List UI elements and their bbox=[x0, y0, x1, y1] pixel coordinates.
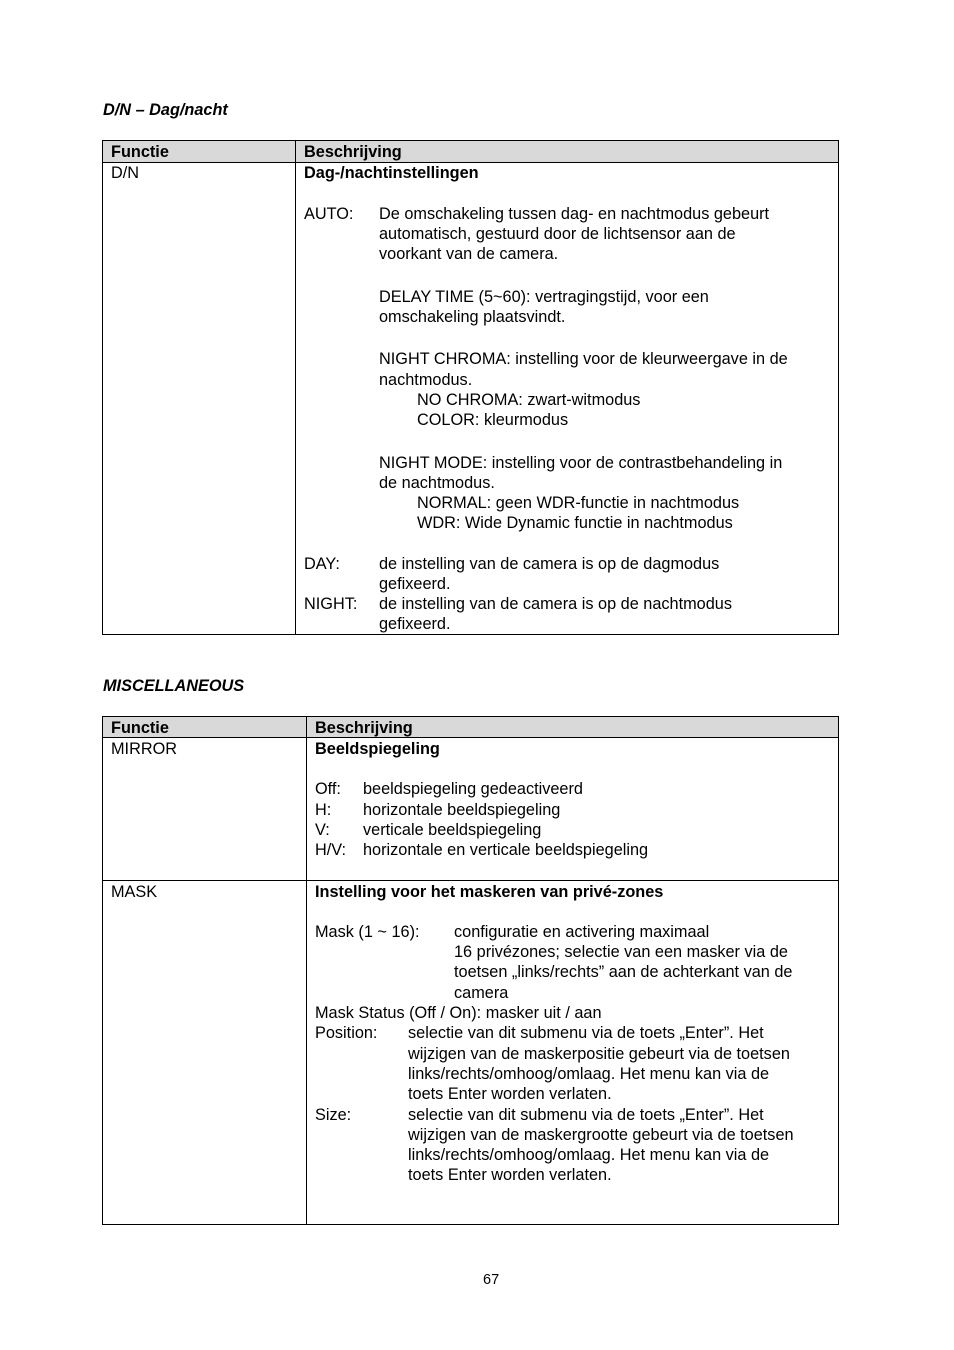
column-header-function: Functie bbox=[111, 719, 169, 737]
mask-text-line: configuratie en activering maximaal bbox=[454, 923, 710, 941]
auto-label: AUTO: bbox=[304, 205, 354, 223]
mirror-option-key: H: bbox=[315, 801, 332, 819]
mirror-option-value: beeldspiegeling gedeactiveerd bbox=[363, 780, 583, 798]
mode-option: NORMAL: geen WDR-functie in nachtmodus bbox=[417, 494, 740, 512]
night-text-line: de instelling van de camera is op de nachtmodus bbox=[379, 595, 732, 613]
table-border bbox=[838, 140, 839, 635]
mirror-option-value: horizontale beeldspiegeling bbox=[363, 801, 561, 819]
mirror-option-key: H/V: bbox=[315, 841, 347, 859]
size-text-line: links/rechts/omhoog/omlaag. Het menu kan via de bbox=[408, 1146, 770, 1164]
position-text-line: links/rechts/omhoog/omlaag. Het menu kan via de bbox=[408, 1065, 770, 1083]
table-border bbox=[102, 1224, 839, 1225]
function-cell-mask: MASK bbox=[111, 883, 158, 901]
table-border bbox=[102, 737, 839, 738]
size-text-line: toets Enter worden verlaten. bbox=[408, 1166, 612, 1184]
night-text-line: gefixeerd. bbox=[379, 615, 451, 633]
mask-text-line: 16 privézones; selectie van een masker via de bbox=[454, 943, 788, 961]
mask-title: Instelling voor het maskeren van privé-zones bbox=[315, 883, 664, 901]
chroma-option: NO CHROMA: zwart-witmodus bbox=[417, 391, 641, 409]
size-text-line: wijzigen van de maskergrootte gebeurt via de toetsen bbox=[408, 1126, 794, 1144]
mask-text-line: camera bbox=[454, 984, 509, 1002]
function-cell-dn: D/N bbox=[111, 164, 140, 182]
auto-text-line: voorkant van de camera. bbox=[379, 245, 559, 263]
table-border bbox=[102, 716, 103, 1225]
table-border bbox=[102, 880, 839, 881]
position-label: Position: bbox=[315, 1024, 378, 1042]
position-text-line: toets Enter worden verlaten. bbox=[408, 1085, 612, 1103]
table-border bbox=[102, 140, 839, 141]
description-title: Dag-/nachtinstellingen bbox=[304, 164, 479, 182]
function-cell-mirror: MIRROR bbox=[111, 740, 178, 758]
mode-text-line: de nachtmodus. bbox=[379, 474, 495, 492]
chroma-option: COLOR: kleurmodus bbox=[417, 411, 569, 429]
size-text-line: selectie van dit submenu via de toets „Enter”. Het bbox=[408, 1106, 764, 1124]
table-border bbox=[838, 716, 839, 1225]
mask-status-line: Mask Status (Off / On): masker uit / aan bbox=[315, 1004, 602, 1022]
mirror-option-key: Off: bbox=[315, 780, 341, 798]
delay-text-line: omschakeling plaatsvindt. bbox=[379, 308, 566, 326]
misc-table-header-bg bbox=[103, 717, 838, 737]
night-label: NIGHT: bbox=[304, 595, 358, 613]
page-number: 67 bbox=[483, 1272, 500, 1288]
size-label: Size: bbox=[315, 1106, 352, 1124]
mirror-option-value: verticale beeldspiegeling bbox=[363, 821, 542, 839]
table-border bbox=[306, 716, 307, 1225]
day-text-line: gefixeerd. bbox=[379, 575, 451, 593]
section-heading-misc: MISCELLANEOUS bbox=[103, 677, 245, 695]
mask-label: Mask (1 ~ 16): bbox=[315, 923, 420, 941]
section-heading-dn: D/N – Dag/nacht bbox=[103, 101, 228, 119]
dn-table-header-bg bbox=[103, 141, 838, 162]
auto-text-line: automatisch, gestuurd door de lichtsensor aan de bbox=[379, 225, 736, 243]
position-text-line: selectie van dit submenu via de toets „Enter”. Het bbox=[408, 1024, 764, 1042]
auto-text-line: De omschakeling tussen dag- en nachtmodus gebeurt bbox=[379, 205, 770, 223]
table-border bbox=[102, 140, 103, 635]
column-header-function: Functie bbox=[111, 143, 169, 161]
mirror-option-value: horizontale en verticale beeldspiegeling bbox=[363, 841, 649, 859]
table-border bbox=[102, 716, 839, 717]
mode-text-line: NIGHT MODE: instelling voor de contrastbehandeling in bbox=[379, 454, 783, 472]
day-label: DAY: bbox=[304, 555, 340, 573]
column-header-description: Beschrijving bbox=[315, 719, 413, 737]
mirror-option-key: V: bbox=[315, 821, 330, 839]
mirror-title: Beeldspiegeling bbox=[315, 740, 440, 758]
delay-text-line: DELAY TIME (5~60): vertragingstijd, voor een bbox=[379, 288, 709, 306]
position-text-line: wijzigen van de maskerpositie gebeurt via de toetsen bbox=[408, 1045, 790, 1063]
chroma-text-line: nachtmodus. bbox=[379, 371, 473, 389]
table-border bbox=[295, 140, 296, 635]
mode-option: WDR: Wide Dynamic functie in nachtmodus bbox=[417, 514, 733, 532]
table-border bbox=[102, 634, 839, 635]
chroma-text-line: NIGHT CHROMA: instelling voor de kleurweergave in de bbox=[379, 350, 788, 368]
mask-text-line: toetsen „links/rechts” aan de achterkant van de bbox=[454, 963, 793, 981]
column-header-description: Beschrijving bbox=[304, 143, 402, 161]
day-text-line: de instelling van de camera is op de dagmodus bbox=[379, 555, 720, 573]
